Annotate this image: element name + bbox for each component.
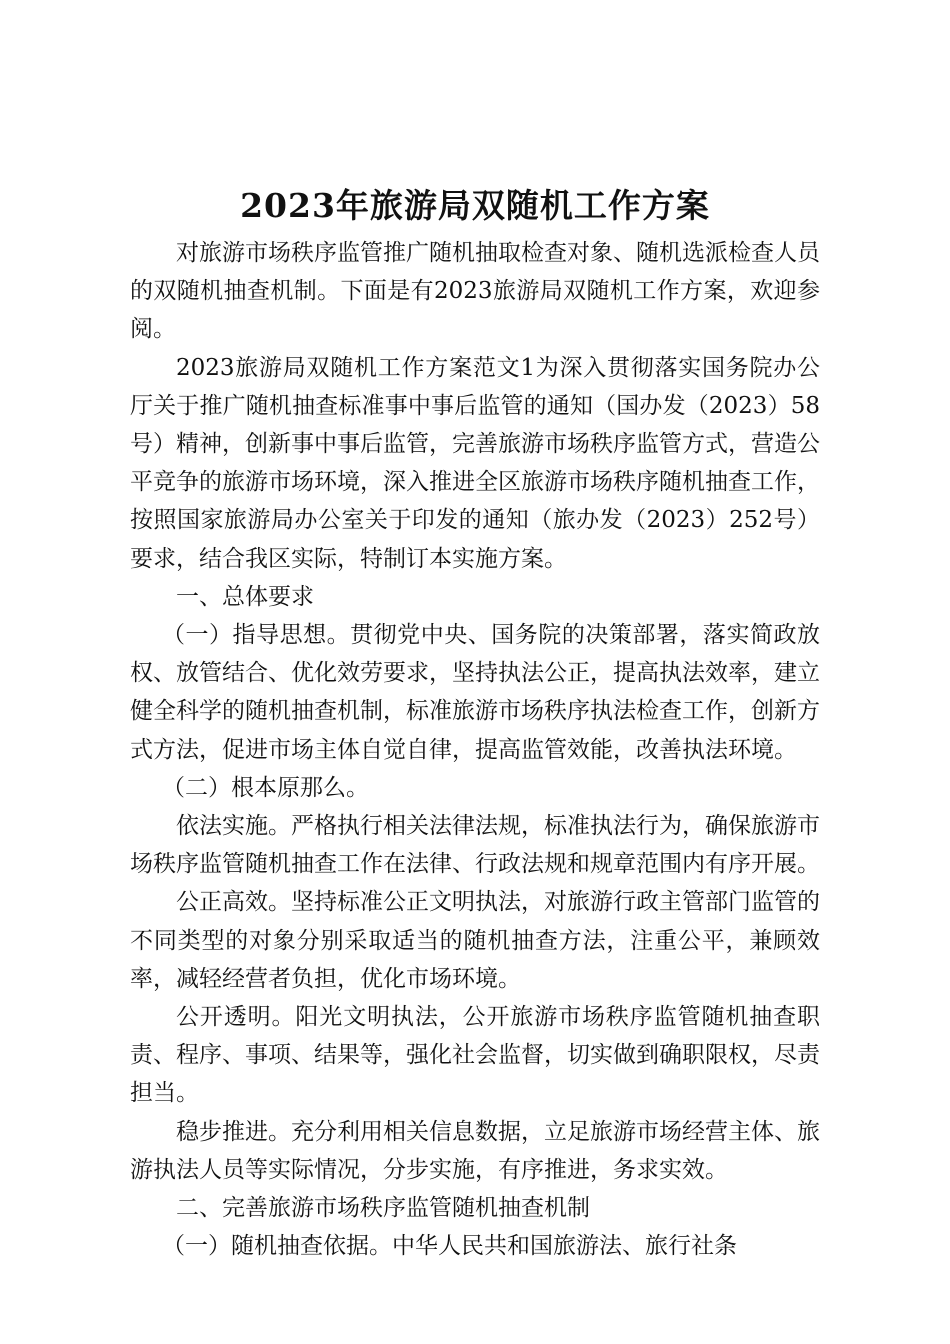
section-heading-general-requirements: 一、总体要求: [176, 583, 314, 610]
guiding-ideology-paragraph: （一）指导思想。贯彻党中央、国务院的决策部署，落实简政放权、放管结合、优化效劳要求，坚持执法公正，提高执法效率，建立健全科学的随机抽查机制，标准旅游市场秩序执法检查工作，创新方式方法，促进市场主体自觉自律，提高监管效能，改善执法环境。: [130, 622, 820, 763]
principle-steady-paragraph: 稳步推进。充分利用相关信息数据，立足旅游市场经营主体、旅游执法人员等实际情况，分步实施，有序推进，务求实效。: [130, 1118, 820, 1183]
basic-principles-heading: （二）根本原那么。: [162, 774, 369, 801]
intro-paragraph: 对旅游市场秩序监管推广随机抽取检查对象、随机选派检查人员的双随机抽查机制。下面是有2023旅游局双随机工作方案，欢迎参阅。: [130, 240, 820, 343]
section-heading-mechanism: 二、完善旅游市场秩序监管随机抽查机制: [176, 1195, 590, 1222]
sample-intro-paragraph: 2023旅游局双随机工作方案范文1为深入贯彻落实国务院办公厅关于推广随机抽查标准事中事后监管的通知（国办发（2023）58号）精神，创新事中事后监管，完善旅游市场秩序监管方式，营造公平竞争的旅游市场环境，深入推进全区旅游市场秩序随机抽查工作，按照国家旅游局办公室关于印发的通知（旅办发（2023）252号）要求，结合我区实际，特制订本实施方案。: [130, 354, 820, 572]
principle-transparent-paragraph: 公开透明。阳光文明执法，公开旅游市场秩序监管随机抽查职责、程序、事项、结果等，强化社会监督，切实做到确职限权，尽责担当。: [130, 1004, 820, 1107]
document-page: [130, 184, 820, 1265]
inspection-basis-paragraph: （一）随机抽查依据。中华人民共和国旅游法、旅行社条: [162, 1233, 737, 1260]
document-title: 2023年旅游局双随机工作方案: [240, 186, 710, 225]
principle-lawful-paragraph: 依法实施。严格执行相关法律法规，标准执法行为，确保旅游市场秩序监管随机抽查工作在法律、行政法规和规章范围内有序开展。: [130, 813, 820, 878]
principle-fair-paragraph: 公正高效。坚持标准公正文明执法，对旅游行政主管部门监管的不同类型的对象分别采取适当的随机抽查方法，注重公平，兼顾效率，减轻经营者负担，优化市场环境。: [130, 889, 820, 992]
